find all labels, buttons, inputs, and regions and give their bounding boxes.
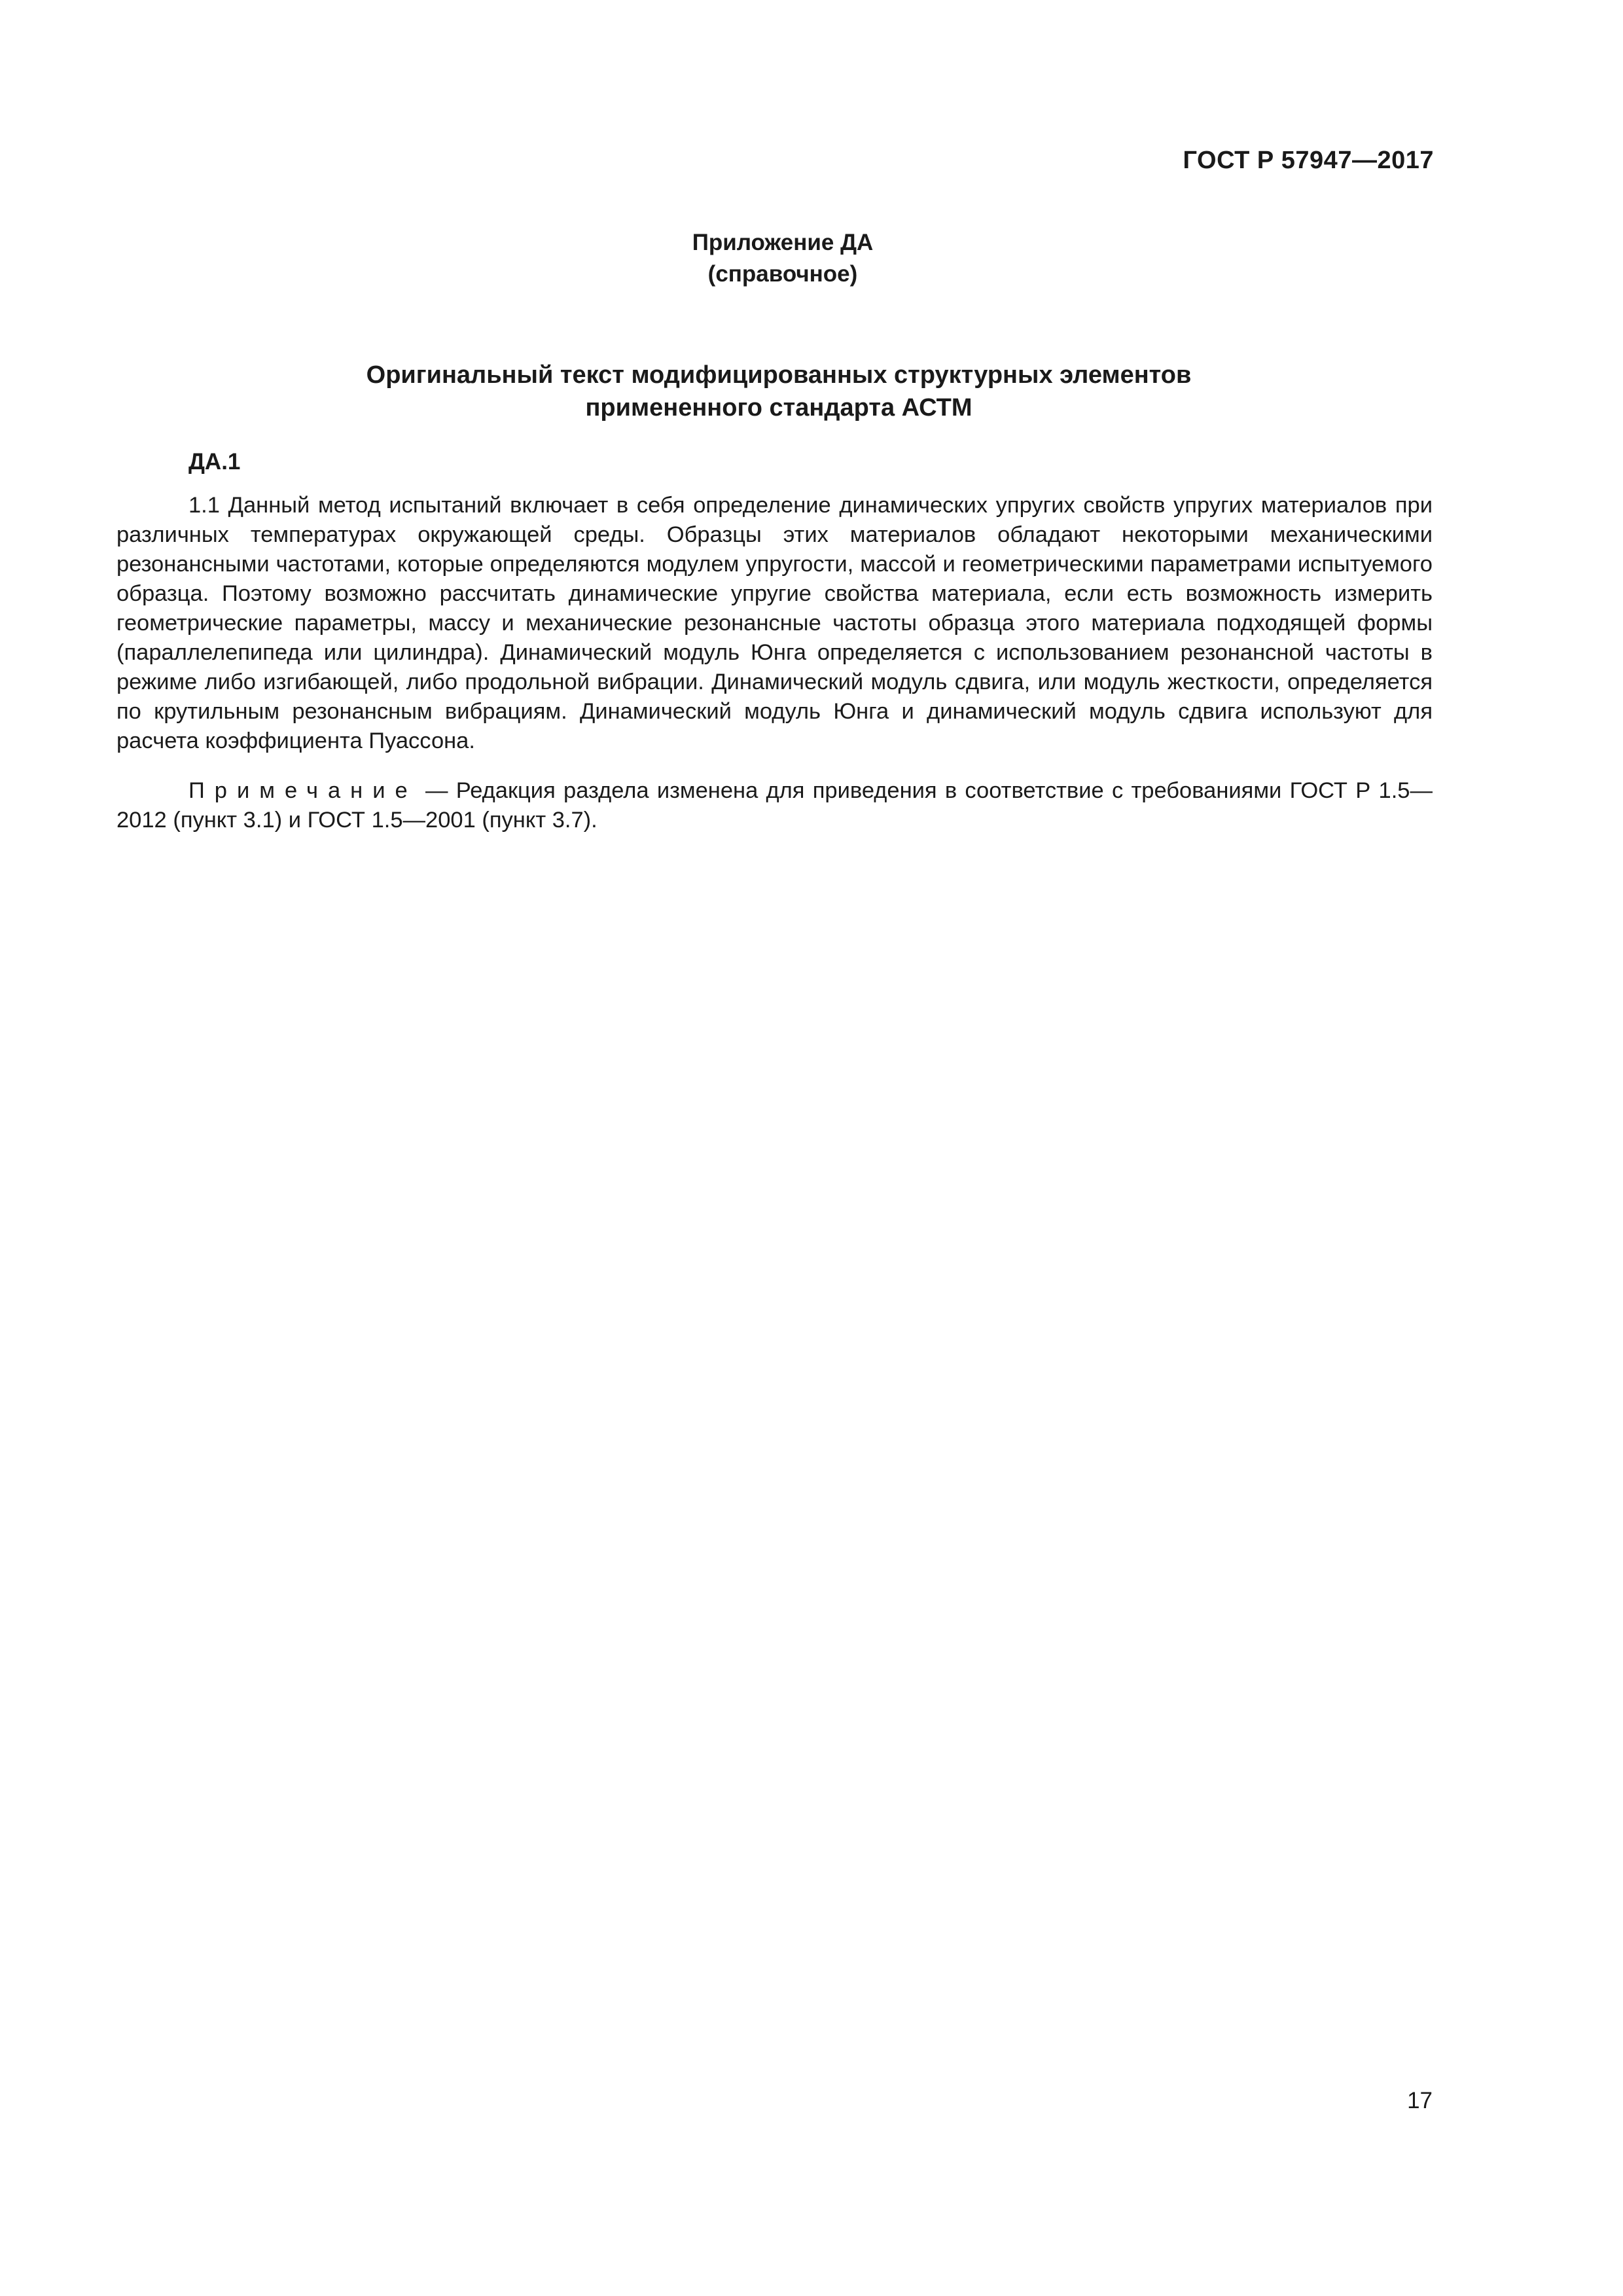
appendix-title: Приложение ДА [692, 230, 874, 255]
section-title-line2: примененного стандарта АСТМ [585, 394, 972, 422]
note-paragraph [116, 776, 1433, 835]
document-code: ГОСТ Р 57947—2017 [1183, 147, 1434, 174]
appendix-heading [0, 227, 1565, 290]
clause-number: ДА.1 [188, 449, 241, 475]
note-text: — Редакция раздела изменена для приведения в соответствие с требованиями ГОСТ Р 1.5—2012 (пункт 3.1) и ГОСТ 1.5—2001 (пункт 3.7). [116, 778, 1433, 833]
section-title-line1: Оригинальный текст модифицированных структурных элементов [366, 361, 1192, 389]
section-heading [0, 359, 1558, 424]
page-number: 17 [1407, 2088, 1433, 2113]
clause-paragraph: 1.1 Данный метод испытаний включает в себя определение динамических упругих свойств упругих материалов при различных температурах окружающей среды. Образцы этих материалов обладают некоторыми механическими резонансными частотами, которые определяются модулем упругости, массой и геометрическими параметрами испытуемого образца. Поэтому возможно рассчитать динамические упругие свойства материала, если есть возможность измерить геометрические параметры, массу и механические резонансные частоты образца этого материала подходящей формы (параллелепипеда или цилиндра). Динамический модуль Юнга определяется с использованием резонансной частоты в режиме либо изгибающей, либо продольной вибрации. Динамический модуль сдвига, или модуль жесткости, определяется по крутильным резонансным вибрациям. Динамический модуль Юнга и динамический модуль сдвига используют для расчета коэффициента Пуассона. [116, 493, 1433, 753]
note-label: Примечание [188, 778, 418, 803]
appendix-subtitle: (справочное) [707, 261, 858, 287]
